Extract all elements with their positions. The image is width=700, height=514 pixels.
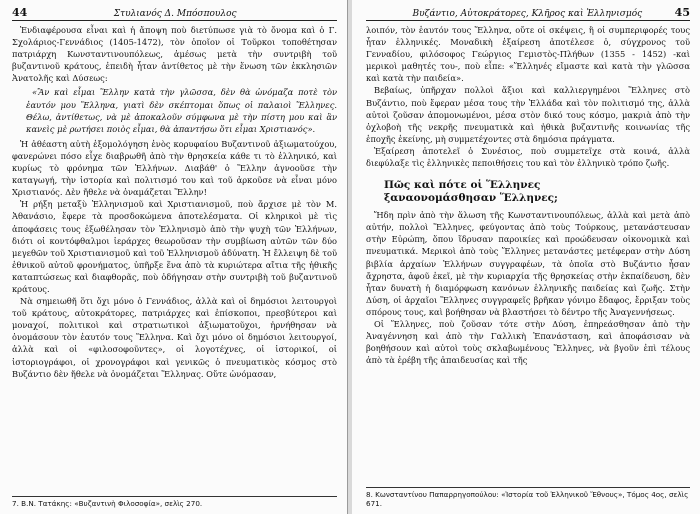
left-page bbox=[0, 0, 348, 514]
right-page-header bbox=[366, 6, 690, 21]
right-running-head: Βυζάντιο, Αὐτοκράτορες, Κλῆρος καὶ Ἑλληνισμός bbox=[412, 9, 643, 19]
left-page-number: 44 bbox=[12, 6, 28, 19]
left-quote: «Ἂν καὶ εἶμαι Ἕλλην κατὰ τὴν γλῶσσα, δὲν θὰ ὡνόμαζα ποτὲ τὸν ἑαυτόν μου Ἕλληνα, γιατὶ δὲν σκέπτομαι ὅπως οἱ παλαιοὶ Ἕλληνες. Θέλω, ἀντίθετως, νὰ μὲ ἀποκαλοῦν σύμφωνα μὲ τὴν πίστη μου καὶ ἂν κανεὶς μὲ ρωτήσει ποιὸς εἶμαι, θὰ ἀπαντήσω ὅτι εἶμαι Χριστιανός». bbox=[26, 87, 337, 134]
left-running-head: Στυλιανός Δ. Μπόσπουλος bbox=[113, 9, 237, 19]
right-paragraph-5: Οἱ Ἕλληνες, ποὺ ζοῦσαν τότε στὴν Δύση, ἐπηρεάσθησαν ἀπὸ τὴν Ἀναγέννηση καὶ ἀπὸ τὴν Γαλλικὴ Ἐπανάσταση, καὶ ἀποφάσισαν νὰ βοηθήσουν καὶ αὐτοὶ τοὺς σκλαβωμένους Ἕλληνες, νὰ βγοῦν ἐπὶ τέλους ἀπὸ τὰ ἐρέβη τῆς ἀπαιδευσίας καὶ τῆς bbox=[366, 318, 690, 366]
right-paragraph-3: Ἐξαίρεση ἀποτελεῖ ὁ Συνέσιος, ποὺ συμμετεῖχε στὰ κοινά, ἀλλὰ διεφύλαξε τὶς ἑλληνικὲς πεποιθήσεις του καὶ τὸν ἑλληνικὸ τρόπο ζωῆς. bbox=[366, 145, 690, 169]
left-footnote-7: 7. Β.Ν. Τατάκης: «Βυζαντινὴ Φιλοσοφία», σελὶς 270. bbox=[12, 499, 203, 508]
right-paragraph-4: Ἤδη πρὶν ἀπὸ τὴν ἅλωση τῆς Κωνσταντινουπόλεως, ἀλλὰ καὶ μετὰ ἀπὸ αὐτήν, πολλοὶ Ἕλληνες, φεύγοντας ἀπὸ τοὺς Τούρκους, μετανάστευσαν στὴν Εὐρώπη, ὅπου ἵδρυσαν παροικίες καὶ προώδευσαν οἰκονομικὰ καὶ πνευματικά. Μερικοὶ ἀπὸ τοὺς Ἕλληνες μετανάστες μετέφεραν στὴν Δύση βιβλία ἀρχαίων Ἑλλήνων συγγραφέων, τὰ ὁποῖα στὸ Βυζάντιο ἦσαν ἄχρηστα, ἀφοῦ ἐκεῖ, μὲ τὴν κυριαρχία τῆς θρησκείας στὴν ἐκπαίδευση, δὲν ἦταν δυνατὴ ἡ διαμόρφωση κανόνων ἑλληνικῆς παιδείας καὶ ζωῆς. Στὴν Δύση, οἱ ἀρχαῖοι Ἕλληνες συγγραφεῖς βρῆκαν γόνιμο ἔδαφος, ἔρριξαν τοὺς σπόρους τους, καὶ βοήθησαν νὰ βλαστήσει τὸ δέντρο τῆς Ἀναγεννήσεως. bbox=[366, 210, 690, 317]
left-paragraph-2: Ἡ ἀθέαστη αὐτὴ ἐξομολόγηση ἑνὸς κορυφαίου Βυζαντινοῦ ἀξιωματούχου, φανερώνει πόσο εἶχε διαβρωθῆ ἀπὸ τὴν θρησκεία κάθε τι τὸ ἑλληνικό, καὶ κυρίως τὸ φρόνημα τῶν Ἑλλήνων. Διαβάθ' ὁ Ἕλλην ἀγνοοῦσε τὴν καταγωγή, τὴν ἱστορία καὶ πολιτισμό του καὶ τοῦ ἀρκοῦσε νὰ εἶναι μόνο Χριστιανός. Δὲν ἤθελε νὰ ὀναμάζεται Ἕλλην! bbox=[12, 138, 337, 198]
section-title bbox=[384, 179, 690, 205]
right-footnote-8: 8. Κωνσταντίνου Παπαρρηγοπούλου: «Ἱστορία τοῦ Ἑλληνικοῦ Ἔθνους», Τόμος 4ος, σελὶς 671. bbox=[366, 490, 689, 508]
section-title-line-1: Πῶς καὶ πότε οἱ Ἕλληνες bbox=[384, 179, 541, 192]
left-footnotes bbox=[12, 496, 337, 508]
right-footnotes bbox=[366, 487, 690, 508]
right-page bbox=[352, 0, 700, 514]
right-paragraph-2: Βεβαίως, ὑπῆρχαν πολλοὶ ἄξιοι καὶ καλλιεργημένοι Ἕλληνες στὸ Βυζάντιο, ποὺ ἔφεραν μέσα τους τὴν Ἑλλάδα καὶ τὸν πολιτισμό της, ἀλλὰ αὐτοὶ ζοῦσαν ἀπομονωμένοι, μέσα στὸν δικό τους κόσμο, μακριὰ ἀπὸ τὴν ὀχλοβοὴ τῆς νεκρῆς πνευματικὰ καὶ ἠθικὰ βυζαντινῆς κοινωνίας τῆς ἐποχῆς ἐκείνης, μὴ συμμετέχοντες στὰ δημόσια πράγματα. bbox=[366, 85, 690, 144]
left-page-header bbox=[12, 6, 337, 21]
left-paragraph-1: Ἐνδιαφέρουσα εἶναι καὶ ἡ ἄποψη ποὺ διετύπωσε γιὰ τὸ ὄνομα καὶ ὁ Γ. Σχολάριος-Γεννάδιος (1405-1472), τὸν ὁποῖον οἱ Τοῦρκοι τοποθέτησαν πατριάρχη Κωνσταντινουπόλεως, ἀμέσως μετὰ τὴν συντριβὴ τοῦ βυζαντινοῦ κράτους, ἐπειδὴ ἦταν ἀντίθετος μὲ τὴν ἕνωση τῶν ἐκκλησιῶν Ἀνατολῆς καὶ Δύσεως: bbox=[12, 25, 337, 84]
left-paragraph-3: Ἡ ρήξη μεταξὺ Ἑλληνισμοῦ καὶ Χριστιανισμοῦ, ποὺ ἄρχισε μὲ τὸν Μ. Ἀθανάσιο, ἔφερε τὰ προσδοκώμενα ἀποτελέσματα. Οἱ κληρικοὶ μὲ τὶς ἀποφάσεις τους ἐξωθέλησαν τὸν Ἑλληνισμὸ ἀπὸ τὴν ψυχὴ τῶν Ἑλλήνων, διότι οἱ κοντόφθαλμοι ἱεράρχες θεωροῦσαν τὴν συμβίωση αὐτῶν τῶν δύο μεγεθῶν τοῦ Χριστιανισμοῦ καὶ τοῦ Ἑλληνισμοῦ ἀδύνατη. Ἡ ἔλλειψη δὲ τοῦ ἐθνικοῦ αὐτοῦ φρονήματος, ὑπῆρξε ἕνα ἀπὸ τὰ κυριώτερα αἴτια τῆς ἠθικῆς καταπτώσεως καὶ διαφθορᾶς, ποὺ ὁδήγησαν στὴν συντριβὴ τοῦ βυζαντινοῦ κράτους. bbox=[12, 199, 337, 294]
right-page-number: 45 bbox=[674, 6, 690, 19]
left-paragraph-4: Νὰ σημειωθῆ ὅτι ὄχι μόνο ὁ Γεννάδιος, ἀλλὰ καὶ οἱ δημόσιοι λειτουργοὶ τοῦ κράτους, αὐτοκράτορες, πατριάρχες καὶ ἐπίσκοποι, πρεσβύτεροι καὶ μοναχοί, πολιτικοὶ καὶ στρατιωτικοὶ ἀξιωματοῦχοι, ἠρνήθησαν νὰ ὀνομάσουν τὸν ἑαυτόν τους Ἕλληνα. Καὶ ὄχι μόνο οἱ δημόσιοι λειτουργοί, ἀλλὰ καὶ οἱ «φιλοσοφοῦντες», οἱ λογοτέχνες, οἱ ἱστορικοί, οἱ ἱστοριογράφοι, οἱ χρονογράφοι καὶ γενικῶς ὁ πνευματικὸς κόσμος στὸ Βυζάντιο δὲν ἤθελε νὰ ὀνομάζεται Ἕλληνας. Οὔτε ὠνόμασαν, bbox=[12, 296, 337, 379]
right-paragraph-1: λοιπόν, τὸν ἑαυτόν τους Ἕλληνα, οὔτε οἱ σκέψεις, ἢ οἱ συμπεριφορές τους ἦταν ἑλληνικές. Μοναδικὴ ἐξαίρεση ἀποτέλεσε ὁ, σύγχρονος τοῦ Γενναδίου, φιλόσοφος Γεώργιος Γεμιστὸς-Πλήθων (1355 - 1452) -καὶ μερικοὶ μαθητές του-, ποὺ εἶπε: «Ἕλληνές εἴμαστε καὶ κατὰ τὴν γλῶσσα καὶ κατὰ τὴν παιδεία». bbox=[366, 25, 690, 84]
section-title-line-2: ξαναονομάσθησαν Ἕλληνες; bbox=[384, 192, 558, 205]
